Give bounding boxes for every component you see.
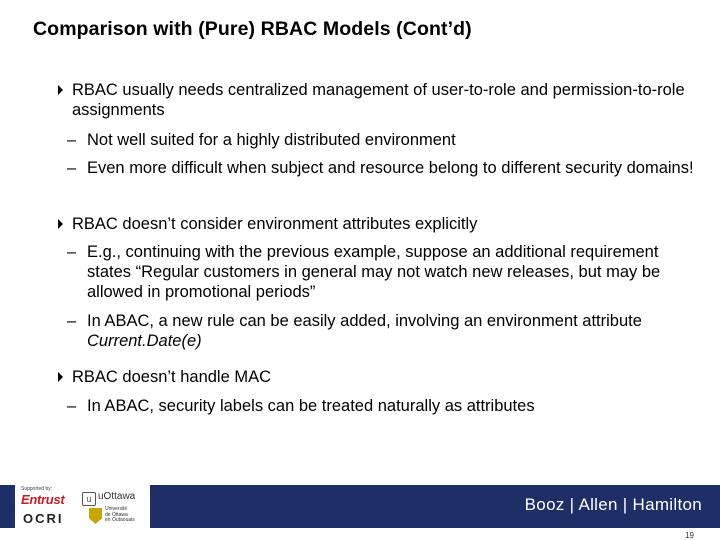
entrust-logo: Entrust <box>21 492 65 507</box>
uottawa-fr-text: Université de Ottawa en Outaouais <box>105 506 135 523</box>
uottawa-logo: uOttawa <box>98 491 136 502</box>
sub-bullet-2-2 <box>67 311 697 351</box>
slide-title: Comparison with (Pure) RBAC Models (Cont’d) <box>33 18 472 40</box>
dash-marker: – <box>67 159 77 177</box>
bullet-arrow-icon <box>58 85 63 95</box>
bullet-1 <box>72 80 712 120</box>
sponsor-logos <box>15 485 150 528</box>
dash-marker: – <box>67 243 77 261</box>
sub-bullet-1-2 <box>67 158 697 178</box>
uottawa-crest-icon <box>89 508 102 524</box>
bullet-arrow-icon <box>58 219 63 229</box>
footer-bar <box>0 485 720 528</box>
dash-marker: – <box>67 131 77 149</box>
bullet-3-text: RBAC doesn’t handle MAC <box>72 368 272 386</box>
dash-marker: – <box>67 397 77 415</box>
current-date-attribute: Current.Date(e) <box>87 332 202 350</box>
sub-bullet-2-1-text: E.g., continuing with the previous example, suppose an additional requirement states “Regular customers in general may not watch new releases, but may be allowed in promotional periods” <box>87 243 661 301</box>
page-number: 19 <box>685 531 694 540</box>
sub-bullet-2-2-text: In ABAC, a new rule can be easily added, involving an environment attribute <box>87 312 642 330</box>
uottawa-mark-icon: u <box>82 492 96 506</box>
bullet-2 <box>72 214 712 234</box>
sub-bullet-3-1-text: In ABAC, security labels can be treated naturally as attributes <box>87 397 535 415</box>
bullet-3 <box>72 367 712 387</box>
bullet-2-text: RBAC doesn’t consider environment attributes explicitly <box>72 215 478 233</box>
sub-bullet-1-1 <box>67 130 697 150</box>
sub-bullet-3-1 <box>67 396 697 416</box>
bullet-1-text: RBAC usually needs centralized management of user-to-role and permission-to-role assignments <box>72 81 685 119</box>
dash-marker: – <box>67 312 77 330</box>
supported-by-label: Supported by: <box>21 486 53 492</box>
bullet-arrow-icon <box>58 372 63 382</box>
ocri-logo: OCRI <box>23 511 64 526</box>
booz-allen-hamilton-logo: Booz | Allen | Hamilton <box>524 495 702 514</box>
sub-bullet-1-2-text: Even more difficult when subject and resource belong to different security domains! <box>87 159 694 177</box>
sub-bullet-1-1-text: Not well suited for a highly distributed environment <box>87 131 456 149</box>
sub-bullet-2-1 <box>67 242 697 302</box>
